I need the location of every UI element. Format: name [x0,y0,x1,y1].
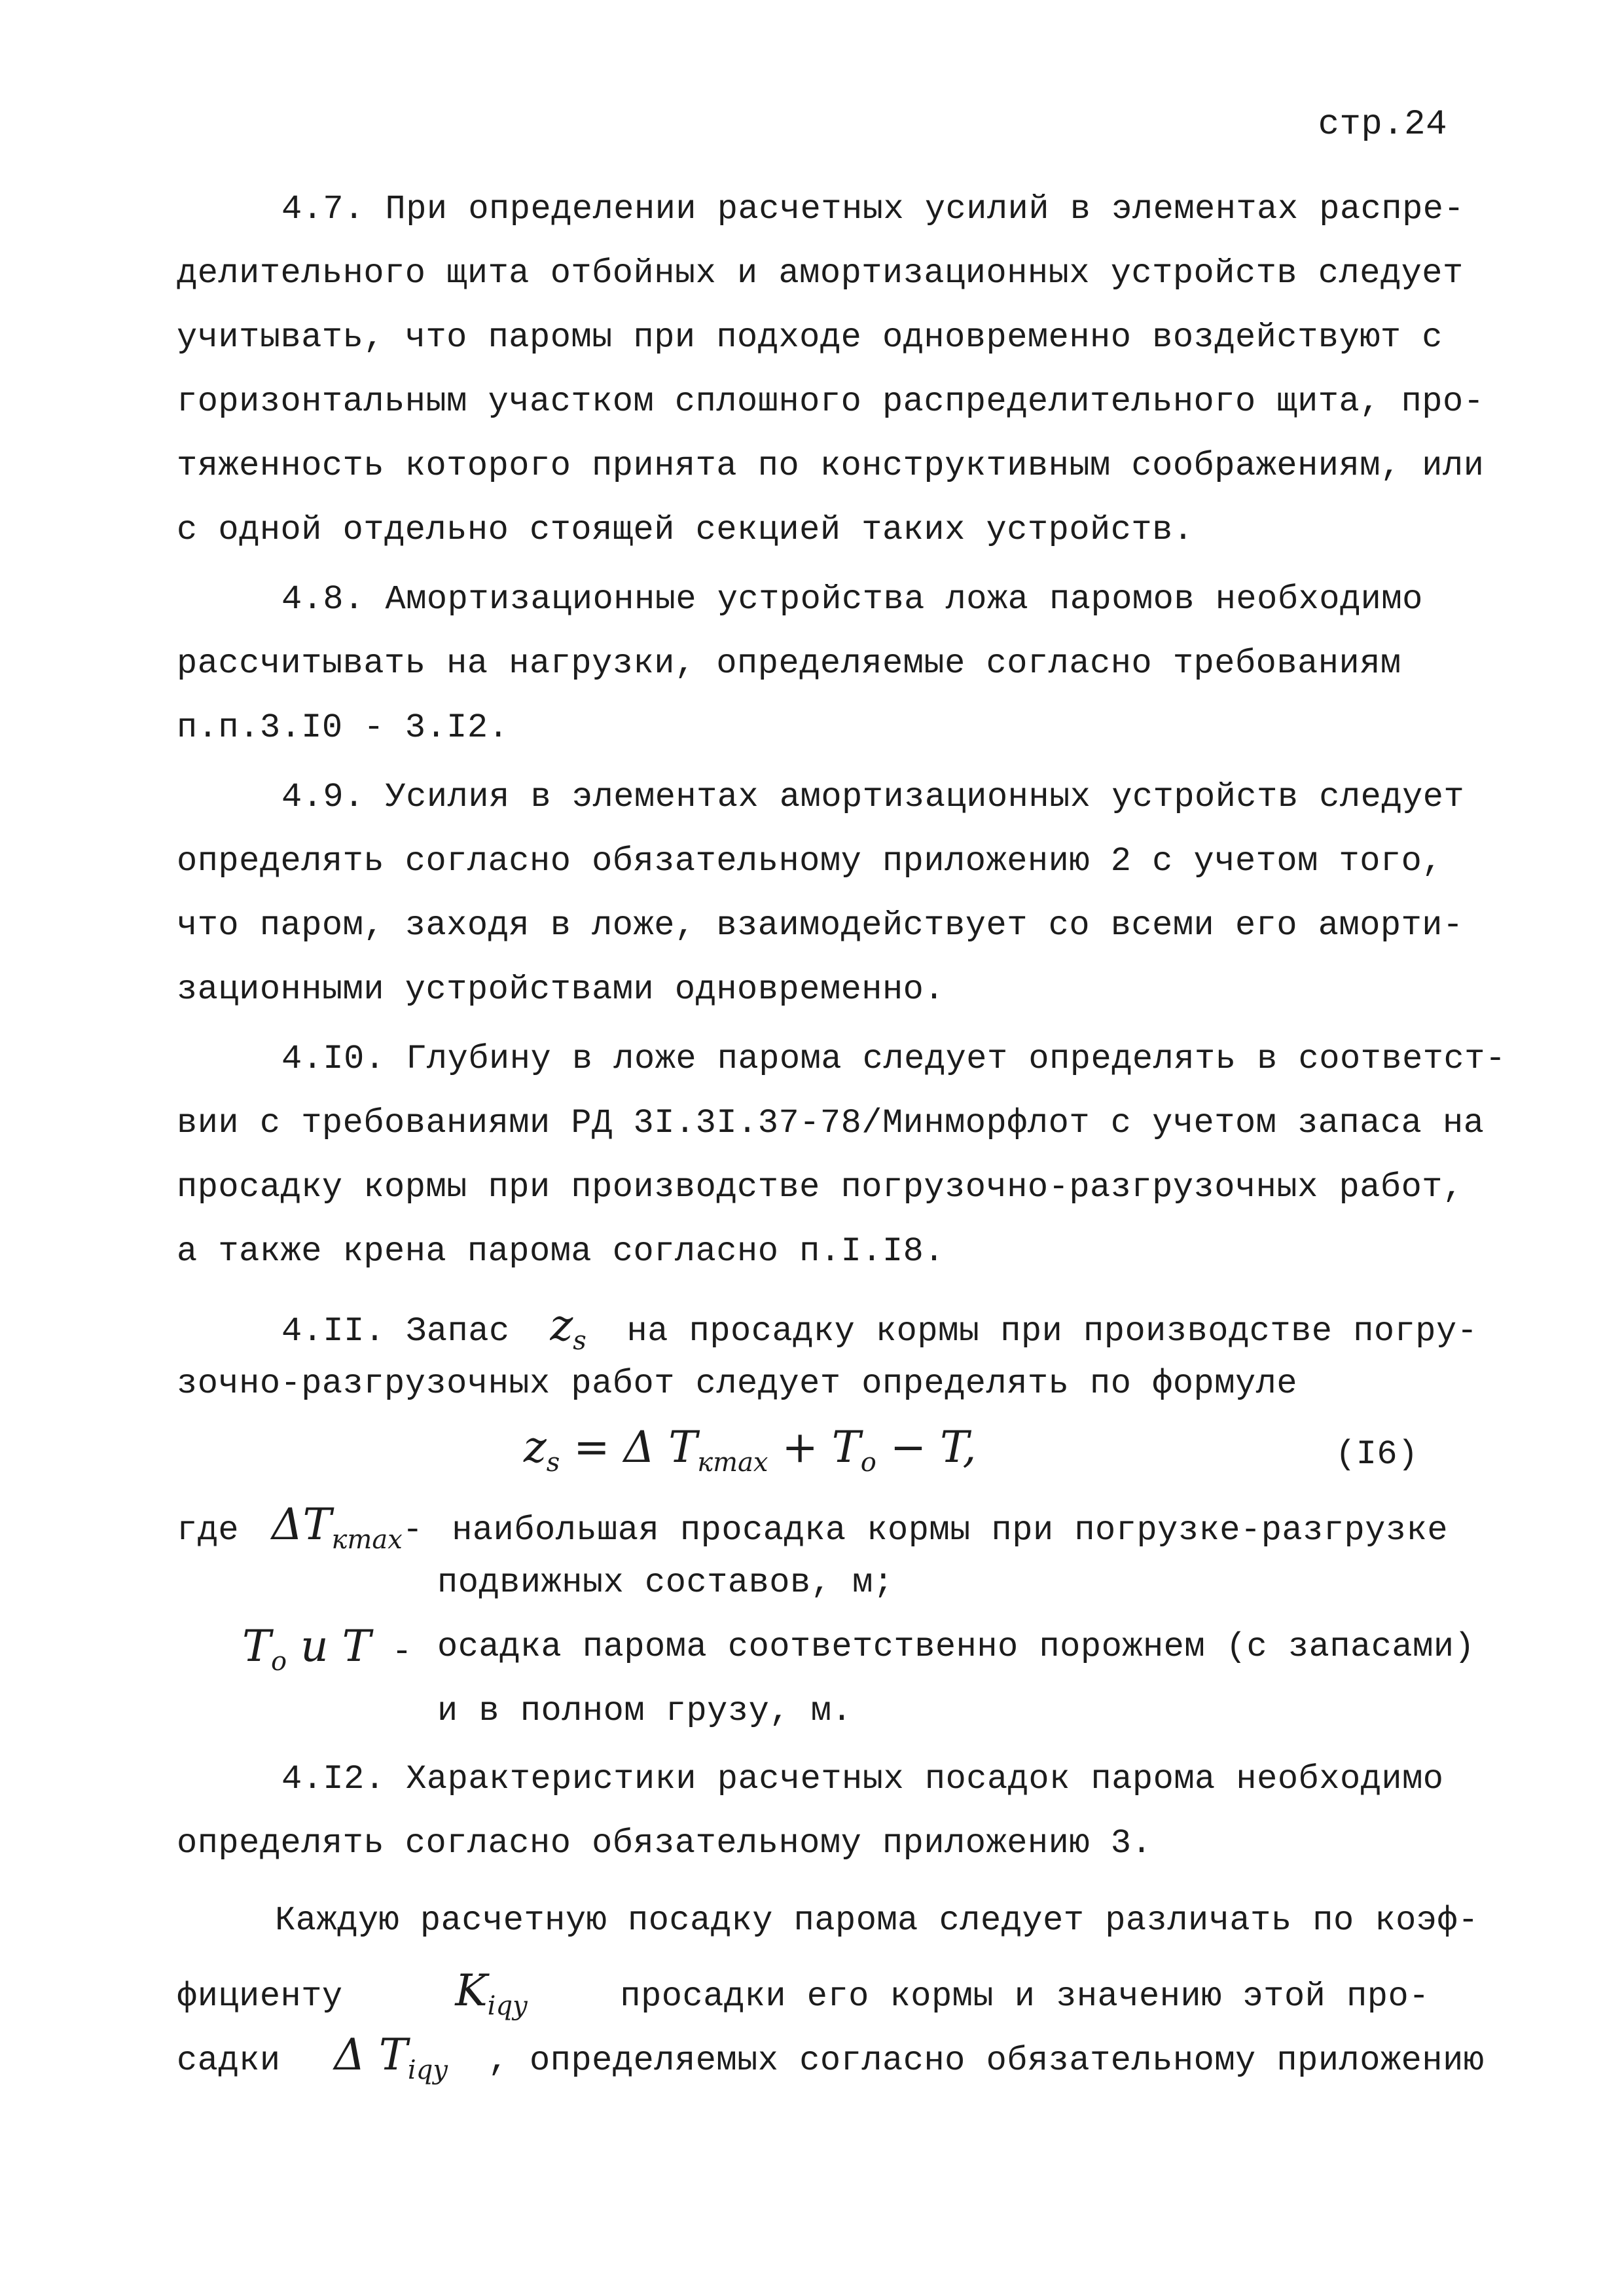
formula-subscript: s [546,1448,560,1478]
text-fragment: просадки его кормы и значению этой про- [620,1977,1430,2016]
text-line: подвижных составов, м; [437,1563,894,1602]
symbol: z [550,1300,573,1351]
formula [524,1422,977,1478]
page-number: стр.24 [1318,105,1447,145]
term-subscript: кmax [331,1525,403,1555]
definition-term [242,1621,371,1677]
symbol-z-s [550,1300,586,1356]
text-line: рассчитывать на нагрузки, определяемые согласно требованиям [177,644,1401,683]
text-line: просадку кормы при производстве погрузочно-разгрузочных работ, [177,1168,1464,1207]
formula-subscript: кmax [697,1448,768,1478]
term-symbol: и T [287,1621,371,1671]
text-line: 4.7. При определении расчетных усилий в элементах распре- [281,190,1465,228]
symbol-subscript: iqy [407,2055,448,2085]
where-word: где [177,1511,240,1550]
formula-symbol: z [524,1422,547,1472]
term-symbol: ΔT [271,1499,332,1550]
text-line: 4.8. Амортизационные устройства ложа паромов необходимо [281,580,1423,619]
definition-text: наибольшая просадка кормы при погрузке-разгрузке [452,1511,1449,1550]
text-line: определять согласно обязательному приложению 2 с учетом того, [177,842,1443,881]
symbol-subscript: s [573,1326,586,1356]
text-line: 4.9. Усилия в элементах амортизационных устройств следует [281,778,1465,816]
term-dash: - [402,1511,424,1550]
text-line: горизонтальным участком сплошного распределительного щита, про- [177,382,1485,421]
symbol: Δ T [334,2030,408,2080]
text-line: учитывать, что паромы при подходе одновременно воздействуют с [177,318,1443,357]
text-line: и в полном грузу, м. [437,1692,853,1730]
definition-1 [177,1499,1448,1555]
text-line: а также крена парома согласно п.I.I8. [177,1232,945,1271]
formula-part: − T, [876,1422,977,1472]
text-line: п.п.3.I0 - 3.I2. [177,708,509,747]
text-line: вии с требованиями РД 3I.3I.37-78/Минморфлот с учетом запаса на [177,1104,1485,1142]
symbol-subscript: iqy [487,1991,528,2021]
text-line [177,1965,1430,2021]
definition-2-term [242,1621,412,1677]
formula-subscript: o [860,1448,876,1478]
symbol-k-iqy [455,1965,528,2021]
text-fragment: на просадку кормы при производстве погру- [626,1312,1478,1351]
definition-term [271,1499,403,1555]
text-fragment: садки [177,2041,281,2080]
symbol-t-iqy [334,2030,448,2085]
text-line: делительного щита отбойных и амортизационных устройств следует [177,254,1464,293]
text-line: определять согласно обязательному приложению 3. [177,1824,1153,1863]
text-line: тяженность которого принята по конструктивным соображениям, или [177,446,1485,485]
text-line: 4.I0. Глубину в ложе парома следует определять в соответст- [281,1040,1506,1078]
text-line: что паром, заходя в ложе, взаимодействует со всеми его аморти- [177,906,1464,945]
text-line: зочно-разгрузочных работ следует определять по формуле [177,1364,1298,1403]
equation-number: (I6) [1335,1435,1418,1474]
text-line: осадка парома соответственно порожнем (с запасами) [437,1628,1475,1666]
text-line: Каждую расчетную посадку парома следует различать по коэф- [275,1901,1479,1940]
text-line [281,1300,1477,1356]
text-line: зационными устройствами одновременно. [177,970,945,1009]
text-line: 4.I2. Характеристики расчетных посадок парома необходимо [281,1760,1444,1798]
term-symbol: T [242,1621,272,1671]
text-fragment: фициенту [177,1977,343,2016]
formula-part: = Δ T [560,1422,698,1472]
term-dash: - [370,1633,413,1671]
text-line: с одной отдельно стоящей секцией таких устройств. [177,511,1194,549]
formula-part: + T [768,1422,861,1472]
symbol: K [455,1965,488,2016]
text-fragment: 4.II. Запас [281,1312,510,1351]
term-subscript: o [271,1647,287,1677]
text-fragment: , определяемых согласно обязательному приложению [488,2041,1485,2080]
text-line [177,2030,1484,2085]
formula-16 [524,1422,976,1478]
